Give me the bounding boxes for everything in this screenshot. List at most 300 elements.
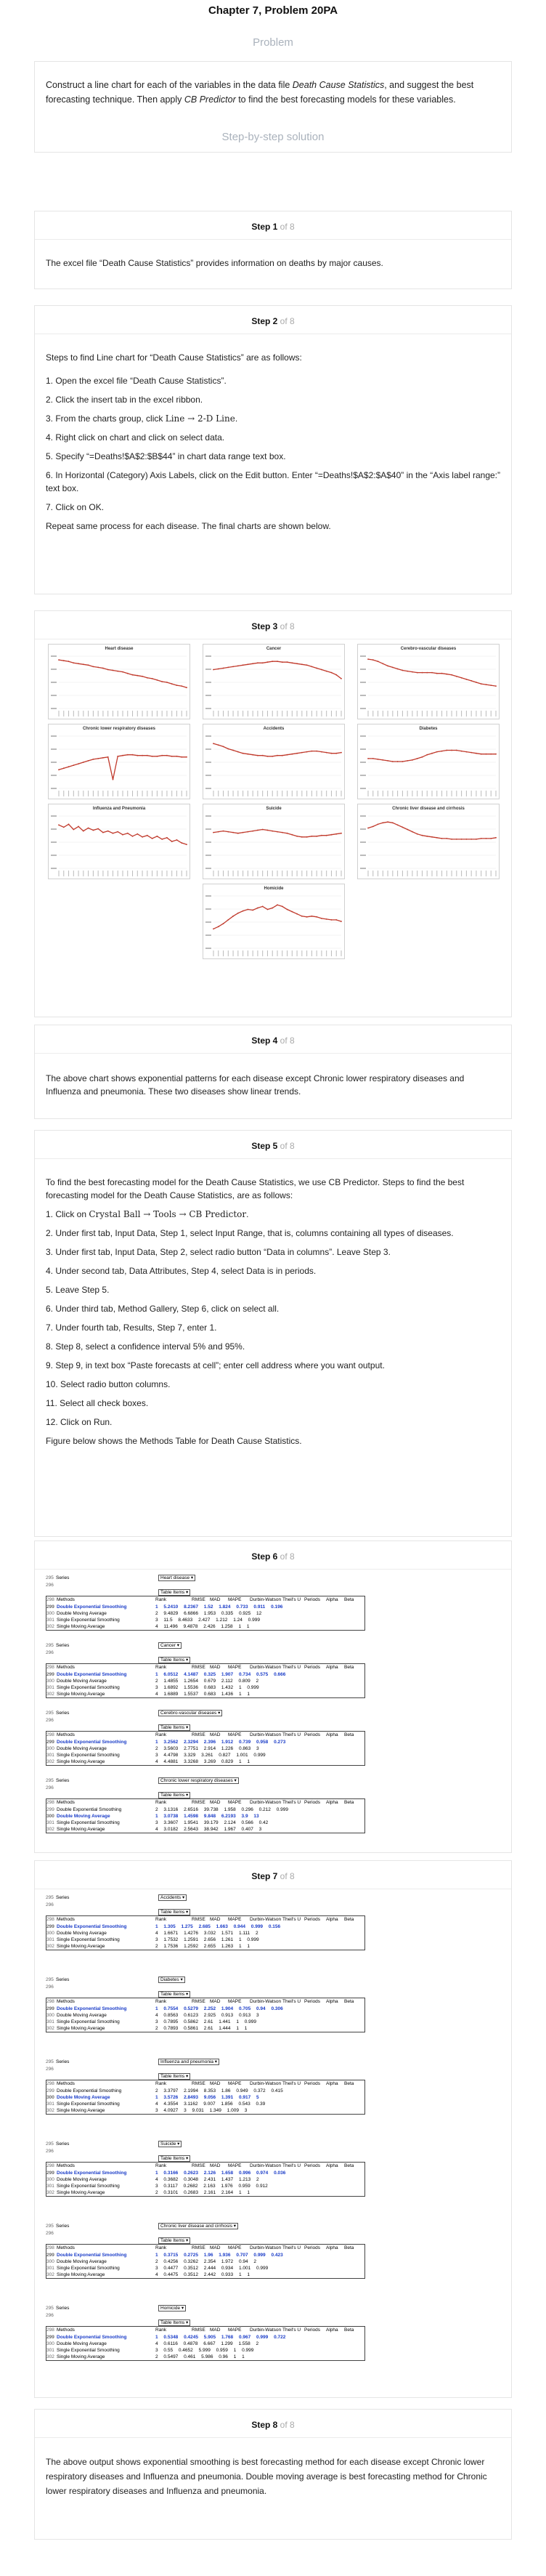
series-selector[interactable]: Cancer ▾ [158,1642,182,1649]
column-header: Beta [344,1800,354,1805]
data-point [282,661,283,663]
data-point [476,753,477,754]
method-values: 4 4.4881 3.3268 3.269 0.829 1 1 [155,1759,250,1764]
table-row [46,1623,250,1630]
column-header: Periods [304,1597,321,1602]
data-point [367,758,369,759]
y-tick-label [205,815,211,817]
table-row [46,1684,259,1691]
column-header: Beta [344,2163,354,2168]
table-items-selector[interactable]: Table Items ▾ [158,1589,190,1596]
x-tick-label [301,871,302,876]
data-point [257,755,258,756]
column-header: Alpha [326,2163,338,2168]
series-line [368,751,496,762]
y-tick-label [360,669,366,670]
x-tick-label [257,950,258,956]
row-number: 296 [46,1902,54,1907]
data-point [277,661,278,662]
table-row [46,2334,286,2341]
x-tick-label [306,871,307,876]
data-point [93,759,94,760]
column-header: Methods [57,1732,75,1737]
mini-chart [203,804,345,879]
data-point [152,678,153,679]
column-header: Beta [344,1732,354,1737]
row-number: 295 [46,1895,54,1900]
x-tick-label [127,711,128,716]
method-name: Single Moving Average [57,1759,105,1764]
column-header: RMSE [192,2081,205,2086]
method-values: 2 3.1316 2.6516 39.738 1.958 0.296 0.212 0.999 [155,1807,288,1812]
row-number: 298 [46,1597,54,1602]
table-row [46,2183,268,2189]
column-header: Rank [155,1917,167,1922]
data-point [152,756,153,757]
data-point [63,660,65,661]
methods-table [46,2080,365,2115]
data-point [378,759,379,760]
table-items-selector[interactable]: Table Items ▾ [158,2237,190,2244]
method-values: 4 0.3682 0.3048 2.431 1.437 1.213 2 [155,2177,259,2182]
x-tick-label [162,711,163,716]
row-number: 302 [46,2190,54,2195]
data-point [417,672,418,674]
x-tick-label [301,791,302,796]
table-items-selector[interactable]: Table Items ▾ [158,1792,190,1798]
x-tick-label [297,871,298,876]
data-point [481,754,482,755]
x-tick-label [407,711,408,716]
row-number: 299 [46,2253,54,2258]
mini-chart [48,644,190,719]
table-items-selector[interactable]: Table Items ▾ [158,1724,190,1731]
charts-grid [35,611,511,1017]
data-point [213,928,214,929]
data-point [232,832,234,833]
data-point [157,836,158,837]
column-header: Rank [155,1999,167,2004]
x-tick-label [262,711,263,716]
row-number: 302 [46,1944,54,1949]
data-point [372,758,374,759]
data-point [102,757,104,759]
method-values: 2 1.7536 1.2592 2.655 1.263 1 1 [155,1944,250,1949]
column-header: Periods [304,2081,321,2086]
data-point [107,669,109,671]
x-tick-label [427,871,428,876]
table-items-selector[interactable]: Table Items ▾ [158,2155,190,2162]
x-tick-label [166,791,167,796]
mini-chart-title: Cancer [266,647,282,651]
column-header: MAPE [228,1597,242,1602]
step-8-text: The above output shows exponential smoothing is best forecasting method for each disease except Chronic lower respiratory diseases and Influenza and pneumonia. Double moving average is best forecasting method for Chronic lower respiratory diseases and Influenza and pneumonia. [46,2457,487,2496]
table-items-selector[interactable]: Table Items ▾ [158,1991,190,1998]
column-header: MAPE [228,2163,242,2168]
data-point [407,760,408,762]
series-selector[interactable]: Chronic liver disease and cirrhosis ▾ [158,2223,238,2229]
x-tick-label [137,791,138,796]
x-tick-label [321,711,322,716]
y-tick-label [205,908,211,910]
row-number: 296 [46,1583,54,1588]
data-point [262,829,264,831]
data-point [486,754,487,755]
x-tick-label [162,871,163,876]
x-tick-label [422,791,423,796]
x-tick-label [223,871,224,876]
mini-chart-title: Homicide [264,887,284,891]
x-tick-label [491,871,492,876]
column-header: MAD [210,2245,221,2250]
column-header: Alpha [326,1732,338,1737]
data-point [248,663,249,665]
y-tick-label [360,775,366,776]
column-header: MAD [210,1597,221,1602]
column-header: Durbin-Watson [250,1917,282,1922]
x-tick-label [422,711,423,716]
series-selector[interactable]: Suicide ▾ [158,2141,182,2147]
data-point [282,832,283,833]
data-point [277,755,278,756]
x-tick-label [297,950,298,956]
row-number: 298 [46,1800,54,1805]
data-point [461,839,463,840]
x-tick-label [341,871,342,876]
x-tick-label [218,791,219,796]
data-point [248,831,249,833]
table-items-selector[interactable]: Table Items ▾ [158,1909,190,1915]
table-row [46,1610,262,1617]
data-point [326,752,327,754]
table-items-selector[interactable]: Table Items ▾ [158,2319,190,2326]
step-5-intro: To find the best forecasting model for the Death Cause Statistics, we use CB Predictor. Steps to find the best forecasting model for the Death Cause Statistics, are as follows: [46,1177,465,1200]
data-point [407,829,408,831]
data-point [267,909,269,911]
data-point [88,664,89,666]
y-tick-label [205,669,211,670]
data-point [287,833,288,834]
series-selector[interactable]: Cerebro-vascular diseases ▾ [158,1710,222,1716]
method-values: 1 0.3166 0.2623 2.126 1.658 0.996 0.974 0.036 [155,2171,286,2176]
data-point [63,827,65,828]
method-name: Double Exponential Smoothing [57,2171,127,2176]
row-number: 296 [46,2313,54,2318]
column-header: Periods [304,1665,321,1670]
table-row [46,2006,283,2012]
x-tick-label [397,711,398,716]
y-tick-label [205,735,211,737]
row-number: 298 [46,2327,54,2333]
step-4-text: The above chart shows exponential patterns for each disease except Chronic lower respiratory diseases and Influenza and pneumonia. These two diseases show linear trends. [46,1073,465,1097]
data-point [321,918,322,919]
x-tick-label [407,791,408,796]
data-point [422,835,423,836]
spacer-row [46,1984,56,1990]
row-number: 295 [46,1711,54,1716]
table-row [46,1678,259,1684]
data-point [412,671,413,673]
method-name: Single Moving Average [57,1624,105,1629]
x-tick-label [233,711,234,716]
x-tick-label [331,791,332,796]
x-tick-label [102,871,103,876]
x-tick-label [341,711,342,716]
methods-panel [46,2305,452,2384]
column-header: Durbin-Watson [250,1665,282,1670]
problem-text: Construct a line chart for each of the variables in the data file Death Cause Statistics, and suggest the best forecasting technique. Then apply CB Predictor to find the best forecasting models for these variables. [46,80,474,105]
data-point [93,666,94,668]
x-tick-label [171,711,172,716]
data-point [117,756,118,757]
methods-table [46,2326,365,2361]
x-tick-label [63,871,64,876]
spacer-row [46,1902,56,1908]
column-header: Theil's U [282,2163,301,2168]
step-7-box [34,1860,512,2398]
series-selector[interactable]: Accidents ▾ [158,1894,187,1901]
x-tick-label [142,711,143,716]
series-label: Series [56,1711,70,1716]
mini-chart [203,884,345,959]
method-values: 1 3.0738 1.4598 9.848 6.2193 3.9 13 [155,1814,259,1819]
table-row [46,2258,257,2265]
y-tick-label [360,708,366,709]
data-point [186,687,187,688]
data-point [147,677,148,679]
row-number: 301 [46,1820,54,1825]
data-point [331,753,333,754]
data-point [456,839,457,840]
x-tick-label [432,791,433,796]
column-header: Rank [155,2163,167,2168]
data-point [316,836,317,837]
x-tick-label [267,791,268,796]
table-row [46,1752,266,1759]
method-name: Double Exponential Smoothing [57,2335,127,2340]
data-point [335,919,337,921]
method-values: 2 0.3101 0.2683 2.161 2.164 1 1 [155,2190,250,2195]
row-number: 301 [46,1685,54,1690]
methods-table [46,1596,365,1631]
series-selector[interactable]: Diabetes ▾ [158,1977,185,1983]
x-tick-label [436,791,437,796]
series-selector[interactable]: Chronic lower respiratory diseases ▾ [158,1777,239,1784]
column-header: Alpha [326,2327,338,2333]
y-tick-label [51,855,57,856]
data-point [436,673,438,674]
data-point [287,661,288,663]
x-tick-label [336,871,337,876]
step-5-item: 7. Under fourth tab, Results, Step 7, enter 1. [46,1323,217,1333]
method-values: 2 3.5603 2.7751 2.914 1.226 0.863 3 [155,1746,259,1751]
table-row [46,2019,257,2025]
table-row [46,1745,259,1752]
table-row [46,2176,259,2183]
column-header: Periods [304,1999,321,2004]
y-tick-label [360,762,366,763]
methods-panel [46,1977,452,2056]
x-tick-label [301,711,302,716]
step-5-item: 5. Leave Step 5. [46,1285,110,1295]
data-point [227,667,229,669]
y-tick-label [360,788,366,789]
series-row [46,1575,69,1581]
x-tick-label [218,711,219,716]
x-tick-label [59,791,60,796]
data-point [213,669,214,671]
data-point [277,904,278,905]
column-header: Theil's U [282,2081,301,2086]
table-row [46,2107,248,2114]
method-name: Double Exponential Smoothing [57,2253,127,2258]
series-selector[interactable]: Influenza and pneumonia ▾ [158,2059,219,2065]
x-tick-label [132,791,133,796]
column-header: Rank [155,1732,167,1737]
method-name: Single Moving Average [57,2272,105,2277]
column-header: Methods [57,2163,75,2168]
data-point [267,661,269,663]
methods-table [46,1663,365,1698]
data-point [136,675,138,677]
x-tick-label [326,711,327,716]
data-point [341,678,342,679]
x-tick-label [496,791,497,796]
column-header: RMSE [192,1732,205,1737]
x-tick-label [107,711,108,716]
step-1-box [34,211,512,289]
data-point [486,684,487,685]
data-point [321,751,322,753]
x-tick-label [237,950,238,956]
mini-chart-title: Diabetes [419,727,438,731]
x-tick-label [311,791,312,796]
x-tick-label [257,791,258,796]
data-point [252,831,253,832]
table-items-selector[interactable]: Table Items ▾ [158,2073,190,2080]
table-header [46,1596,354,1603]
x-tick-label [213,871,214,876]
step-5-item: 3. Under first tab, Input Data, Step 2, select radio button “Data in columns”. Leave Step 3. [46,1247,391,1257]
series-selector[interactable]: Heart disease ▾ [158,1575,195,1581]
x-tick-label [107,871,108,876]
method-name: Double Exponential Smoothing [57,1740,127,1745]
data-point [451,839,452,840]
mini-chart-plot [203,884,346,960]
x-tick-label [456,711,457,716]
table-items-selector[interactable]: Table Items ▾ [158,1657,190,1663]
column-header: MAD [210,1800,221,1805]
data-point [166,837,168,839]
method-name: Double Moving Average [57,2177,107,2182]
series-label: Series [56,1778,70,1783]
column-header: MAD [210,2081,221,2086]
mini-chart-title: Suicide [266,807,282,811]
series-selector[interactable]: Homicide ▾ [158,2305,186,2311]
data-point [117,671,118,672]
x-tick-label [218,871,219,876]
data-point [58,659,60,661]
step-5-outro: Figure below shows the Methods Table for Death Cause Statistics. [46,1436,302,1446]
methods-table-group-2 [35,1861,511,2397]
x-tick-label [466,791,467,796]
data-point [262,906,264,908]
table-row [46,1813,259,1820]
column-header: Durbin-Watson [250,2081,282,2086]
method-values: 1 0.7554 0.5279 2.252 1.904 0.705 0.94 0.306 [155,2006,283,2011]
x-tick-label [292,871,293,876]
data-point [127,673,129,674]
method-values: 3 4.0927 3 9.031 1.349 1.009 3 [155,2108,248,2113]
data-point [58,769,60,770]
data-point [252,754,253,756]
data-point [476,839,477,840]
problem-heading: Problem [253,36,293,49]
column-header: Theil's U [282,1732,301,1737]
method-name: Double Moving Average [57,1679,107,1684]
mini-chart-title: Accidents [263,727,285,731]
data-point [97,667,99,669]
step-5-box [34,1130,512,1537]
x-tick-label [326,950,327,956]
data-point [397,669,399,670]
series-label: Series [56,1895,70,1900]
row-number: 298 [46,2081,54,2086]
column-header: MAPE [228,2245,242,2250]
table-row [46,2272,250,2278]
x-tick-label [331,711,332,716]
column-header: Beta [344,2245,354,2250]
data-point [97,758,99,759]
x-tick-label [228,950,229,956]
data-point [490,754,492,755]
spacer-row [46,2148,56,2155]
step-8-box [34,2409,512,2540]
methods-table-group-1 [35,1541,511,1852]
data-point [441,673,443,674]
data-point [113,833,114,834]
table-row [46,2354,245,2360]
data-point [382,822,383,823]
method-values: 3 11.5 8.4633 2.427 1.212 1.24 0.999 [155,1618,260,1623]
series-row [46,2141,69,2147]
x-tick-label [171,871,172,876]
row-number: 300 [46,2013,54,2018]
x-tick-label [98,871,99,876]
step-2-item: 2. Click the insert tab in the excel ribbon. [46,395,203,405]
data-point [142,755,143,756]
table-row [46,1826,262,1833]
x-tick-label [372,871,373,876]
data-point [407,671,408,672]
step-8-label: Step 8 of 8 [251,2420,295,2430]
y-tick-label [360,868,366,869]
step-6-box [34,1541,512,1853]
x-tick-label [262,950,263,956]
column-header: Beta [344,2327,354,2333]
x-tick-label [277,871,278,876]
series-row [46,1710,69,1716]
x-tick-label [213,791,214,796]
column-header: RMSE [192,2327,205,2333]
y-tick-label [360,695,366,696]
methods-table [46,2244,365,2279]
x-tick-label [132,871,133,876]
row-number: 295 [46,1778,54,1783]
y-tick-label [205,748,211,750]
y-tick-label [205,895,211,897]
row-number: 300 [46,1611,54,1616]
